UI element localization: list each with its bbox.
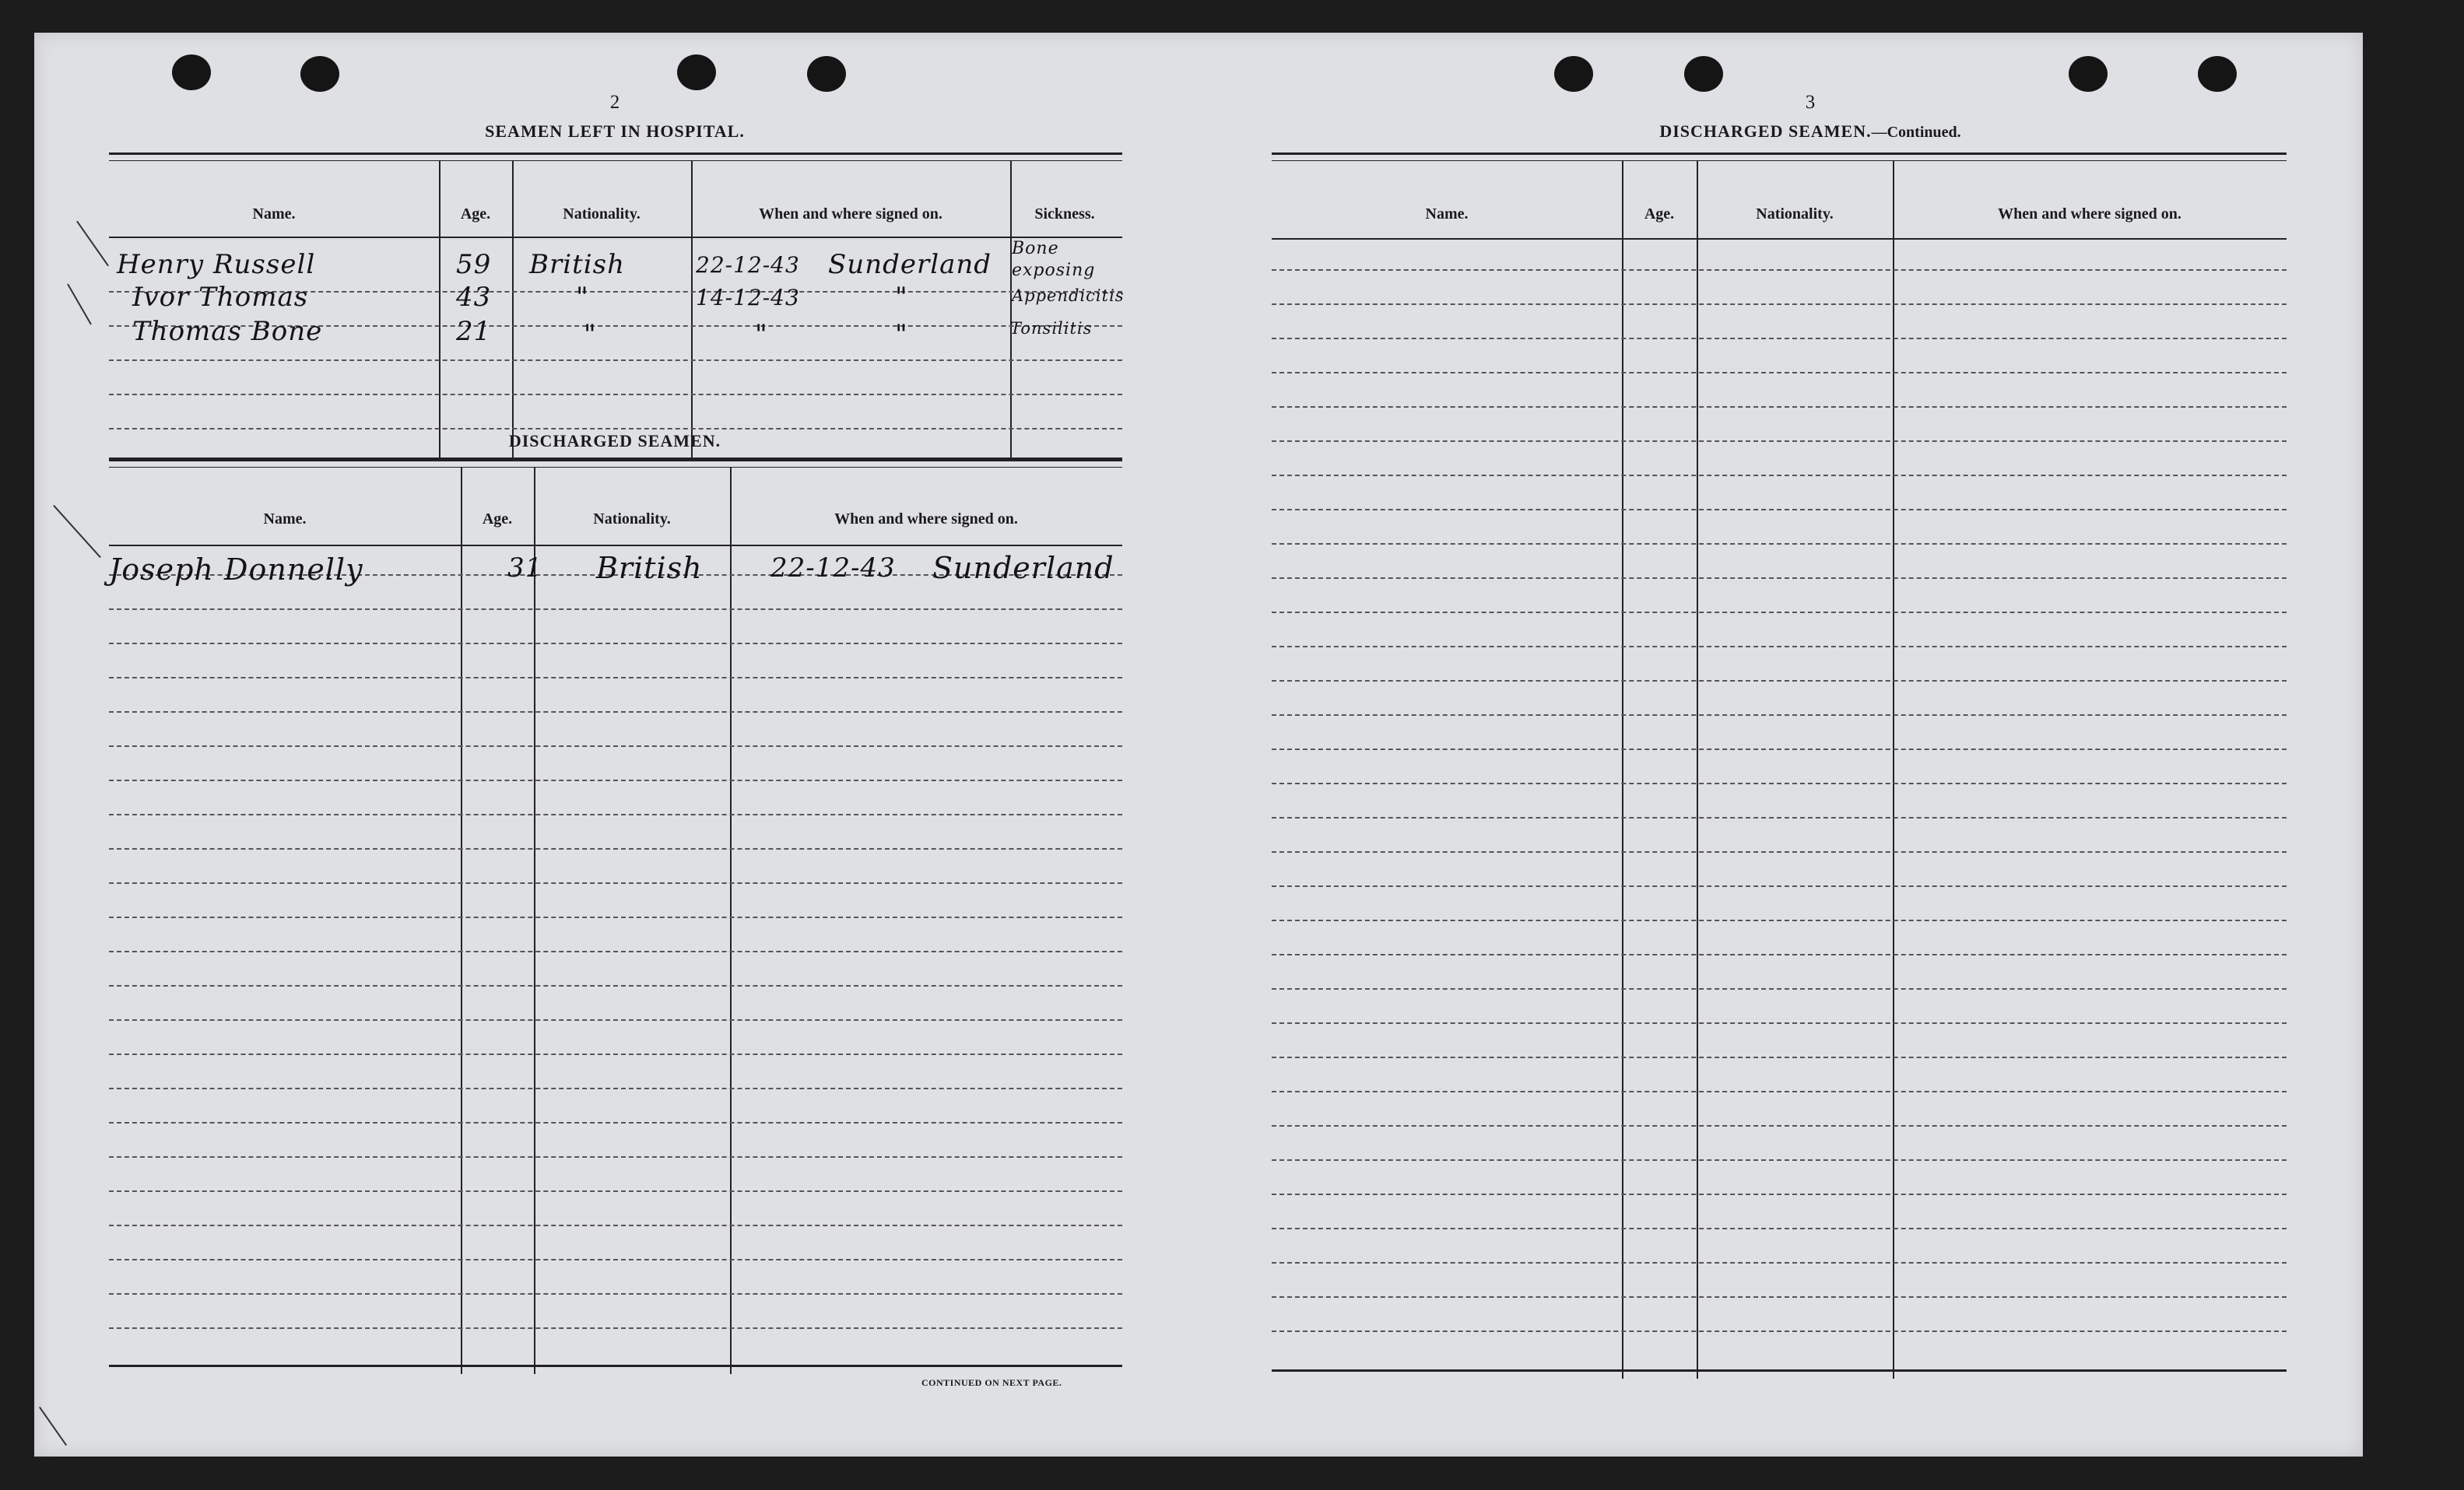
dotted-rule (1272, 1194, 2287, 1195)
dotted-rule (1272, 475, 2287, 476)
seaman-name: Joseph Donnelly (109, 552, 363, 587)
dotted-rule (1272, 1330, 2287, 1332)
discharged-table (109, 459, 1122, 1377)
dotted-rule (1272, 988, 2287, 990)
discharged-title-continued: —Continued. (1871, 124, 1961, 141)
col-header-age: Age. (460, 205, 491, 223)
punch-hole (300, 56, 339, 92)
dotted-rule (109, 745, 1122, 747)
dotted-rule (109, 882, 1122, 884)
page-number-right: 3 (1805, 92, 1816, 113)
signed-on-date: " (755, 319, 768, 350)
signed-on-date: 22-12-43 (770, 552, 896, 584)
dotted-rule (1272, 1057, 2287, 1058)
dotted-rule (109, 1225, 1122, 1226)
dotted-rule (109, 1054, 1122, 1055)
col-header-name: Name. (263, 510, 307, 528)
dotted-rule (1272, 749, 2287, 750)
punch-hole (1684, 56, 1723, 92)
dotted-rule (1272, 817, 2287, 819)
dotted-rule (1272, 851, 2287, 853)
signed-on-place: Sunderland (828, 249, 992, 280)
dotted-rule (1272, 646, 2287, 647)
dotted-rule (1272, 783, 2287, 784)
punch-hole (2198, 56, 2237, 92)
col-header-nationality: Nationality. (1756, 205, 1834, 223)
seaman-nationality: British (529, 249, 625, 280)
dotted-rule (1272, 1262, 2287, 1264)
dotted-rule (109, 848, 1122, 850)
signed-on-place: Sunderland (932, 551, 1114, 585)
dotted-rule (109, 1156, 1122, 1158)
dotted-rule (1272, 612, 2287, 613)
dotted-rule (109, 1259, 1122, 1260)
dotted-rule (1272, 885, 2287, 887)
dotted-rule (109, 780, 1122, 781)
signed-on-date: 22-12-43 (696, 252, 800, 278)
col-header-signed-on: When and where signed on. (759, 205, 942, 223)
dotted-rule (109, 1088, 1122, 1089)
col-header-signed-on: When and where signed on. (834, 510, 1018, 528)
dotted-rule (1272, 372, 2287, 373)
discharged-title-main: DISCHARGED SEAMEN. (1659, 121, 1872, 141)
punch-hole (807, 56, 846, 92)
punch-hole (1554, 56, 1593, 92)
dotted-rule (109, 643, 1122, 644)
margin-mark (53, 505, 101, 558)
dotted-rule (1272, 920, 2287, 921)
hospital-table (109, 153, 1125, 456)
seaman-nationality: " (576, 282, 589, 313)
dotted-rule (1272, 406, 2287, 408)
col-header-signed-on: When and where signed on. (1998, 205, 2181, 223)
discharged-section-title: DISCHARGED SEAMEN. (508, 431, 721, 451)
seaman-nationality: British (596, 551, 703, 585)
col-header-age: Age. (1644, 205, 1675, 223)
margin-mark (76, 221, 109, 266)
dotted-rule (1272, 1228, 2287, 1229)
dotted-rule (109, 677, 1122, 678)
dotted-rule (1272, 714, 2287, 716)
dotted-rule (1272, 303, 2287, 305)
margin-mark (67, 284, 92, 325)
dotted-rule (109, 985, 1122, 987)
col-header-age: Age. (482, 510, 513, 528)
dotted-rule (109, 951, 1122, 952)
dotted-rule (1272, 954, 2287, 955)
dotted-rule (109, 608, 1122, 610)
sickness: Appendicitis (1012, 286, 1125, 305)
signed-on-date: 14-12-43 (696, 285, 800, 310)
dotted-rule (1272, 338, 2287, 339)
col-header-sickness: Sickness. (1034, 205, 1095, 223)
dotted-rule (1272, 680, 2287, 682)
dotted-rule (109, 1293, 1122, 1295)
page-number-left: 2 (609, 92, 620, 113)
dotted-rule (109, 1019, 1122, 1021)
seaman-age: 59 (456, 249, 492, 280)
margin-mark (39, 1407, 67, 1446)
seaman-name: Thomas Bone (132, 316, 323, 347)
seaman-nationality: " (584, 319, 597, 350)
sickness: Bone exposing (1012, 239, 1096, 280)
signed-on-place: " (895, 282, 908, 313)
col-header-nationality: Nationality. (593, 510, 671, 528)
dotted-rule (109, 711, 1122, 713)
col-header-nationality: Nationality. (563, 205, 641, 223)
dotted-rule (1272, 440, 2287, 442)
punch-hole (2069, 56, 2108, 92)
discharged-continued-table (1272, 153, 2287, 1382)
punch-hole (172, 54, 211, 90)
dotted-rule (1272, 543, 2287, 545)
discharged-continued-title (1546, 121, 2075, 142)
signed-on-place: " (895, 319, 908, 350)
col-header-name: Name. (252, 205, 296, 223)
seaman-name: Henry Russell (117, 249, 316, 280)
dotted-rule (109, 917, 1122, 918)
dotted-rule (109, 1190, 1122, 1192)
dotted-rule (1272, 1091, 2287, 1092)
dotted-rule (1272, 1296, 2287, 1298)
continued-note: CONTINUED ON NEXT PAGE. (921, 1377, 1062, 1388)
dotted-rule (1272, 1022, 2287, 1024)
seaman-age: 21 (456, 316, 492, 347)
dotted-rule (109, 1327, 1122, 1329)
sickness: Tonsilitis (1010, 319, 1093, 338)
seaman-name: Ivor Thomas (132, 282, 309, 313)
dotted-rule (1272, 577, 2287, 579)
dotted-rule (109, 1122, 1122, 1124)
hospital-section-title: SEAMEN LEFT IN HOSPITAL. (485, 121, 745, 141)
col-header-name: Name. (1425, 205, 1469, 223)
punch-hole (677, 54, 716, 90)
dotted-rule (1272, 1159, 2287, 1161)
dotted-rule (1272, 269, 2287, 271)
ledger-paper (34, 33, 2363, 1457)
dotted-rule (1272, 509, 2287, 510)
seaman-age: 31 (507, 552, 543, 584)
seaman-age: 43 (456, 282, 492, 313)
dotted-rule (1272, 1125, 2287, 1127)
dotted-rule (109, 814, 1122, 815)
